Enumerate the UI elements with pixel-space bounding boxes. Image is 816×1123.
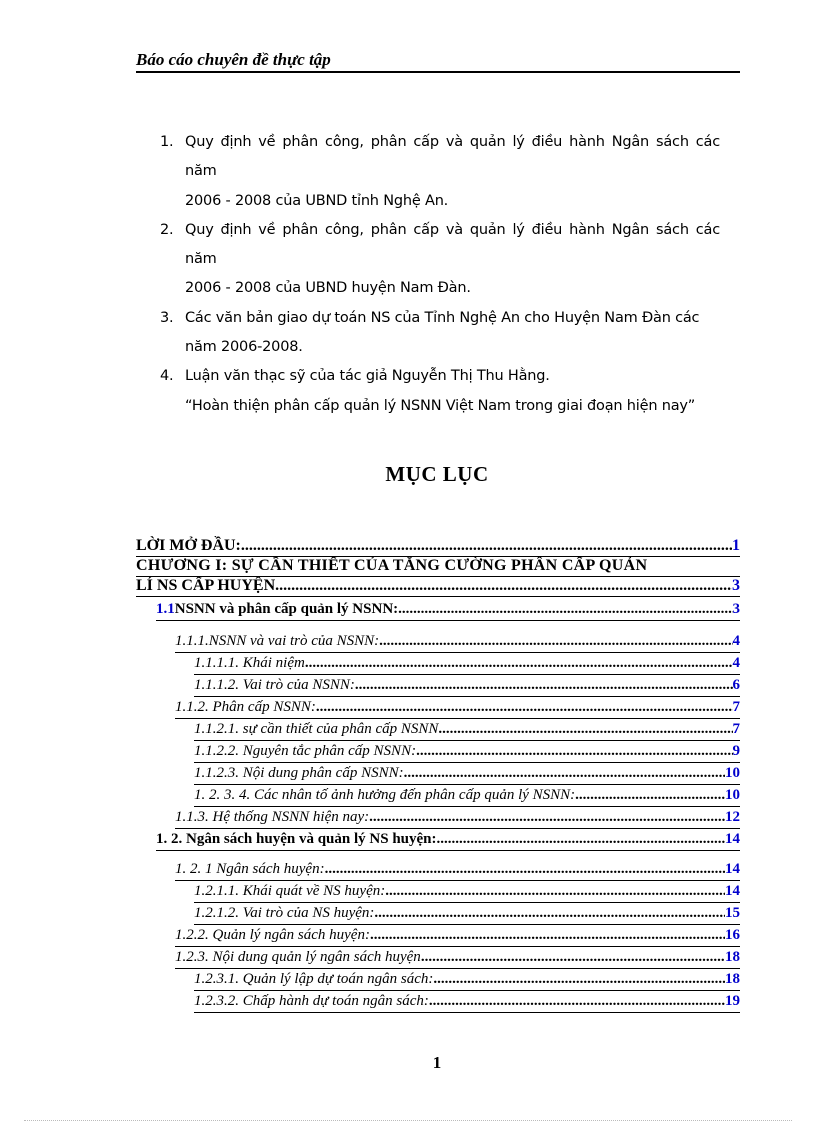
toc-page-number: 3	[732, 577, 740, 594]
toc-page-number: 15	[725, 905, 740, 921]
toc-entry-text: 1.2.2. Quản lý ngân sách huyện:	[175, 927, 370, 943]
reference-line: Luận văn thạc sỹ của tác giả Nguyễn Thị Thu Hằng.	[185, 368, 550, 385]
toc-entry-1-1-2-1[interactable]	[194, 720, 740, 741]
toc-entry-number: 1.1	[156, 601, 175, 617]
toc-page-number: 4	[732, 655, 740, 671]
reference-line: năm 2006-2008.	[185, 339, 303, 356]
toc-entry-1-1-1-2[interactable]	[194, 676, 740, 697]
toc-entry-text: 1.1.1.1. Khái niệm	[194, 655, 305, 671]
toc-page-number: 19	[725, 993, 740, 1009]
page-number: 1	[432, 1053, 442, 1072]
reference-item	[160, 304, 720, 363]
toc-entry-1-2-1-2[interactable]	[194, 904, 740, 925]
toc-page-number: 14	[725, 883, 740, 899]
toc-entry-1-2[interactable]	[156, 830, 740, 851]
toc-entry-text: 1.1.1.NSNN và vai trò của NSNN:	[175, 633, 380, 649]
toc-entry-text: 1.1.1.2. Vai trò của NSNN:	[194, 677, 355, 693]
toc-entry-text: 1.1.3. Hệ thống NSNN hiện nay:	[175, 809, 370, 825]
toc-entry-1-1-2-4[interactable]	[194, 786, 740, 807]
toc-leader	[429, 992, 725, 1011]
reference-line: Các văn bản giao dự toán NS của Tỉnh Nghệ An cho Huyện Nam Đàn các	[185, 309, 700, 326]
toc-entry-text: 1.1.2. Phân cấp NSNN:	[175, 699, 316, 715]
reference-list	[160, 128, 720, 421]
toc-leader	[398, 600, 732, 619]
toc-leader	[305, 654, 733, 673]
toc-entry-1-2-3-2[interactable]	[194, 992, 740, 1013]
toc-leader	[355, 676, 733, 695]
toc-entry-1-1[interactable]	[156, 600, 740, 621]
toc-entry-1-2-2[interactable]	[175, 926, 740, 947]
toc-leader	[316, 698, 733, 717]
toc-entry-1-1-1-1[interactable]	[194, 654, 740, 675]
toc-entry-text: 1.2.1.1. Khái quát về NS huyện:	[194, 883, 386, 899]
reference-item	[160, 216, 720, 304]
toc-leader	[369, 808, 725, 827]
toc-page-number: 10	[725, 787, 740, 803]
toc-page-number: 3	[732, 601, 740, 617]
toc-entry-1-1-2-2[interactable]	[194, 742, 740, 763]
toc-entry-text: 1. 2. 3. 4. Các nhân tố ảnh hưởng đến phân cấp quản lý NSNN:	[194, 787, 576, 803]
toc-page-number: 10	[725, 765, 740, 781]
toc-page-number: 6	[732, 677, 740, 693]
toc-page-number: 16	[725, 927, 740, 943]
toc-entry-intro[interactable]	[136, 536, 740, 557]
toc-entry-text: 1.1.2.1. sự cần thiết của phân cấp NSNN	[194, 721, 439, 737]
toc-entry-1-1-2-3[interactable]	[194, 764, 740, 785]
toc-entry-1-1-2[interactable]	[175, 698, 740, 719]
toc-page-number: 4	[732, 633, 740, 649]
running-header: Báo cáo chuyên đề thực tập	[136, 50, 740, 73]
toc-entry-text: LỜI MỞ ĐẦU:	[136, 537, 241, 554]
toc-leader	[421, 948, 725, 967]
toc-leader	[416, 742, 732, 761]
reference-number: 4.	[160, 368, 174, 385]
toc-leader	[433, 970, 725, 989]
toc-leader	[438, 720, 732, 739]
toc-page-number: 7	[732, 721, 740, 737]
toc-leader	[370, 926, 725, 945]
reference-item	[160, 128, 720, 216]
reference-item	[160, 362, 720, 421]
toc-page-number: 14	[725, 831, 740, 847]
toc-entry-1-2-1[interactable]	[175, 860, 740, 881]
toc-leader	[241, 536, 732, 555]
toc-entry-1-1-1[interactable]	[175, 632, 740, 653]
toc-leader	[379, 632, 732, 651]
toc-page-number: 18	[725, 949, 740, 965]
toc-entry-text: 1.2.3.1. Quản lý lập dự toán ngân sách:	[194, 971, 434, 987]
toc-page-number: 12	[725, 809, 740, 825]
toc-title: MỤC LỤC	[385, 462, 489, 486]
toc-entry-text: 1.1.2.2. Nguyên tắc phân cấp NSNN:	[194, 743, 417, 759]
toc-entry-text: LÍ NS CẤP HUYỆN.	[136, 577, 280, 594]
toc-page-number: 18	[725, 971, 740, 987]
toc-page-number: 9	[732, 743, 740, 759]
toc-page-number: 7	[732, 699, 740, 715]
toc-entry-1-2-3-1[interactable]	[194, 970, 740, 991]
reference-line: Quy định về phân công, phân cấp và quản lý điều hành Ngân sách các năm	[185, 221, 720, 268]
toc-leader	[437, 830, 726, 849]
toc-entry-chapter1[interactable]	[136, 576, 740, 597]
page-bottom-divider	[24, 1120, 792, 1121]
toc-entry-text: 1. 2. 1 Ngân sách huyện:	[175, 861, 325, 877]
toc-leader	[404, 764, 725, 783]
reference-number: 3.	[160, 309, 174, 326]
toc-page-number: 1	[732, 537, 740, 554]
toc-entry-text: 1.2.3.2. Chấp hành dự toán ngân sách:	[194, 993, 429, 1009]
toc-entry-1-2-1-1[interactable]	[194, 882, 740, 903]
reference-number: 2.	[160, 221, 174, 238]
reference-line: Quy định về phân công, phân cấp và quản lý điều hành Ngân sách các năm	[185, 134, 720, 180]
toc-entry-chapter1-line1[interactable]: CHƯƠNG I: SỰ CẦN THIẾT CỦA TĂNG CƯỜNG PHÂN CẤP QUẢN	[136, 556, 740, 577]
toc-leader	[325, 860, 725, 879]
toc-entry-text: 1.2.1.2. Vai trò của NS huyện:	[194, 905, 375, 921]
toc-page-number: 14	[725, 861, 740, 877]
toc-entry-text: 1. 2. Ngân sách huyện và quản lý NS huyện:	[156, 831, 437, 847]
toc-leader	[575, 786, 725, 805]
toc-entry-text: 1.2.3. Nội dung quản lý ngân sách huyện	[175, 949, 421, 965]
toc-entry-1-2-3[interactable]	[175, 948, 740, 969]
toc-leader	[385, 882, 725, 901]
toc-entry-text: 1.1.2.3. Nội dung phân cấp NSNN:	[194, 765, 404, 781]
reference-number: 1.	[160, 134, 174, 150]
toc-leader	[374, 904, 725, 923]
reference-line: “Hoàn thiện phân cấp quản lý NSNN Việt Nam trong giai đoạn hiện nay”	[185, 397, 696, 414]
toc-entry-text: NSNN và phân cấp quản lý NSNN:	[174, 601, 399, 617]
toc-leader	[279, 576, 732, 595]
toc-entry-1-1-3[interactable]	[175, 808, 740, 829]
reference-line: 2006 - 2008 của UBND tỉnh Nghệ An.	[185, 192, 449, 209]
reference-line: 2006 - 2008 của UBND huyện Nam Đàn.	[185, 280, 471, 297]
